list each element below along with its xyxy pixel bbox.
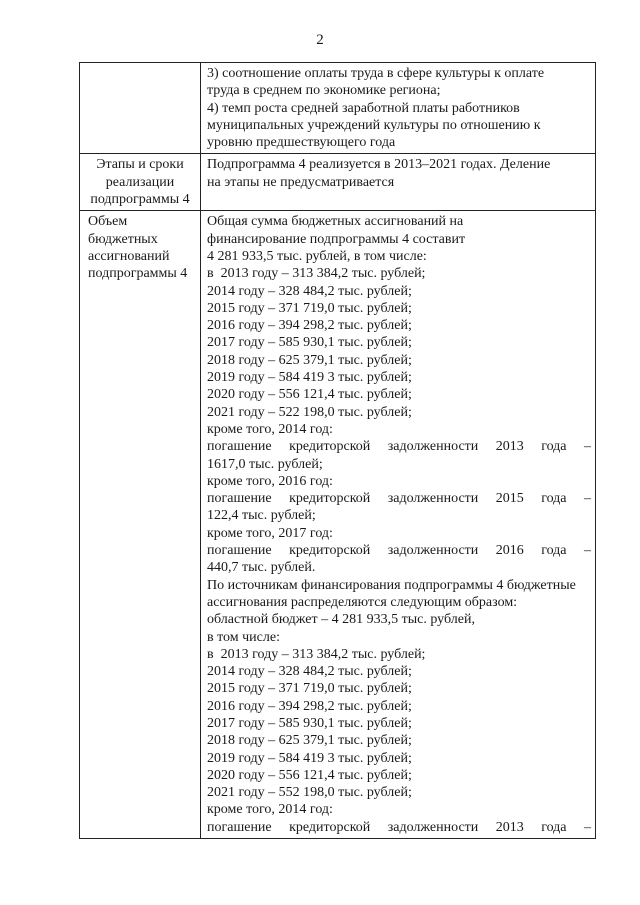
text-line: труда в среднем по экономике региона; bbox=[207, 83, 441, 99]
text-line: в 2013 году – 313 384,2 тыс. рублей; bbox=[207, 266, 426, 282]
label-line: подпрограммы 4 bbox=[88, 266, 188, 282]
passport-table bbox=[79, 62, 596, 839]
text-line: погашение кредиторской задолженности 2016 года – bbox=[207, 543, 591, 559]
text-line: 2015 году – 371 719,0 тыс. рублей; bbox=[207, 300, 412, 316]
row-content-cell bbox=[201, 63, 596, 154]
text-line: 122,4 тыс. рублей; bbox=[207, 508, 316, 524]
text-line: Подпрограмма 4 реализуется в 2013–2021 годах. Деление bbox=[207, 157, 551, 173]
table-row bbox=[80, 211, 596, 839]
text-line: 2014 году – 328 484,2 тыс. рублей; bbox=[207, 664, 412, 680]
text-line: кроме того, 2014 год: bbox=[207, 802, 333, 818]
text-line: муниципальных учреждений культуры по отношению к bbox=[207, 117, 541, 133]
text-line: финансирование подпрограммы 4 составит bbox=[207, 231, 466, 247]
text-line: 2018 году – 625 379,1 тыс. рублей; bbox=[207, 733, 412, 749]
text-line: погашение кредиторской задолженности 2015 года – bbox=[207, 491, 591, 507]
text-line: кроме того, 2016 год: bbox=[207, 473, 333, 489]
text-line: 2016 году – 394 298,2 тыс. рублей; bbox=[207, 318, 412, 334]
page-number: 2 bbox=[316, 32, 324, 48]
text-line: 2021 году – 522 198,0 тыс. рублей; bbox=[207, 404, 412, 420]
text-line: погашение кредиторской задолженности 2013 года – bbox=[207, 819, 591, 835]
label-line: ассигнований bbox=[88, 248, 170, 264]
text-line: 2019 году – 584 419 3 тыс. рублей; bbox=[207, 370, 412, 386]
text-line: 2017 году – 585 930,1 тыс. рублей; bbox=[207, 335, 412, 351]
text-line: 2016 году – 394 298,2 тыс. рублей; bbox=[207, 698, 412, 714]
label-line: Этапы и сроки bbox=[96, 157, 184, 173]
text-line: 2018 году – 625 379,1 тыс. рублей; bbox=[207, 352, 412, 368]
text-line: 2015 году – 371 719,0 тыс. рублей; bbox=[207, 681, 412, 697]
text-line: 2021 году – 552 198,0 тыс. рублей; bbox=[207, 785, 412, 801]
text-line: уровню предшествующего года bbox=[207, 135, 396, 151]
text-line: 2017 году – 585 930,1 тыс. рублей; bbox=[207, 715, 412, 731]
row-label-cell bbox=[80, 211, 201, 839]
text-line: на этапы не предусматривается bbox=[207, 174, 395, 190]
text-line: ассигнования распределяются следующим образом: bbox=[207, 594, 518, 610]
label-line: бюджетных bbox=[88, 231, 158, 247]
text-line: в 2013 году – 313 384,2 тыс. рублей; bbox=[207, 646, 426, 662]
text-line: погашение кредиторской задолженности 2013 года – bbox=[207, 439, 591, 455]
row-label-cell bbox=[80, 154, 201, 211]
label-line: реализации bbox=[105, 174, 175, 190]
text-line: областной бюджет – 4 281 933,5 тыс. рублей, bbox=[207, 612, 475, 628]
text-line: 2014 году – 328 484,2 тыс. рублей; bbox=[207, 283, 412, 299]
text-line: По источникам финансирования подпрограммы 4 бюджетные bbox=[207, 577, 576, 593]
table-row bbox=[80, 63, 596, 154]
text-line: 1617,0 тыс. рублей; bbox=[207, 456, 323, 472]
text-line: в том числе: bbox=[207, 629, 280, 645]
text-line: 2019 году – 584 419 3 тыс. рублей; bbox=[207, 750, 412, 766]
label-line: Объем bbox=[88, 214, 128, 230]
text-line: 3) соотношение оплаты труда в сфере культуры к оплате bbox=[207, 66, 545, 81]
text-line: 2020 году – 556 121,4 тыс. рублей; bbox=[207, 767, 412, 783]
text-line: кроме того, 2014 год: bbox=[207, 421, 333, 437]
text-line: Общая сумма бюджетных ассигнований на bbox=[207, 214, 464, 230]
row-content-cell bbox=[201, 154, 596, 211]
label-line: подпрограммы 4 bbox=[90, 192, 190, 208]
text-line: 4) темп роста средней заработной платы работников bbox=[207, 100, 520, 116]
text-line: 4 281 933,5 тыс. рублей, в том числе: bbox=[207, 248, 427, 264]
text-line: 2020 году – 556 121,4 тыс. рублей; bbox=[207, 387, 412, 403]
row-content-cell bbox=[201, 211, 596, 839]
table-row bbox=[80, 154, 596, 211]
row-label-cell bbox=[80, 63, 201, 154]
text-line: кроме того, 2017 год: bbox=[207, 525, 333, 541]
text-line: 440,7 тыс. рублей. bbox=[207, 560, 316, 576]
